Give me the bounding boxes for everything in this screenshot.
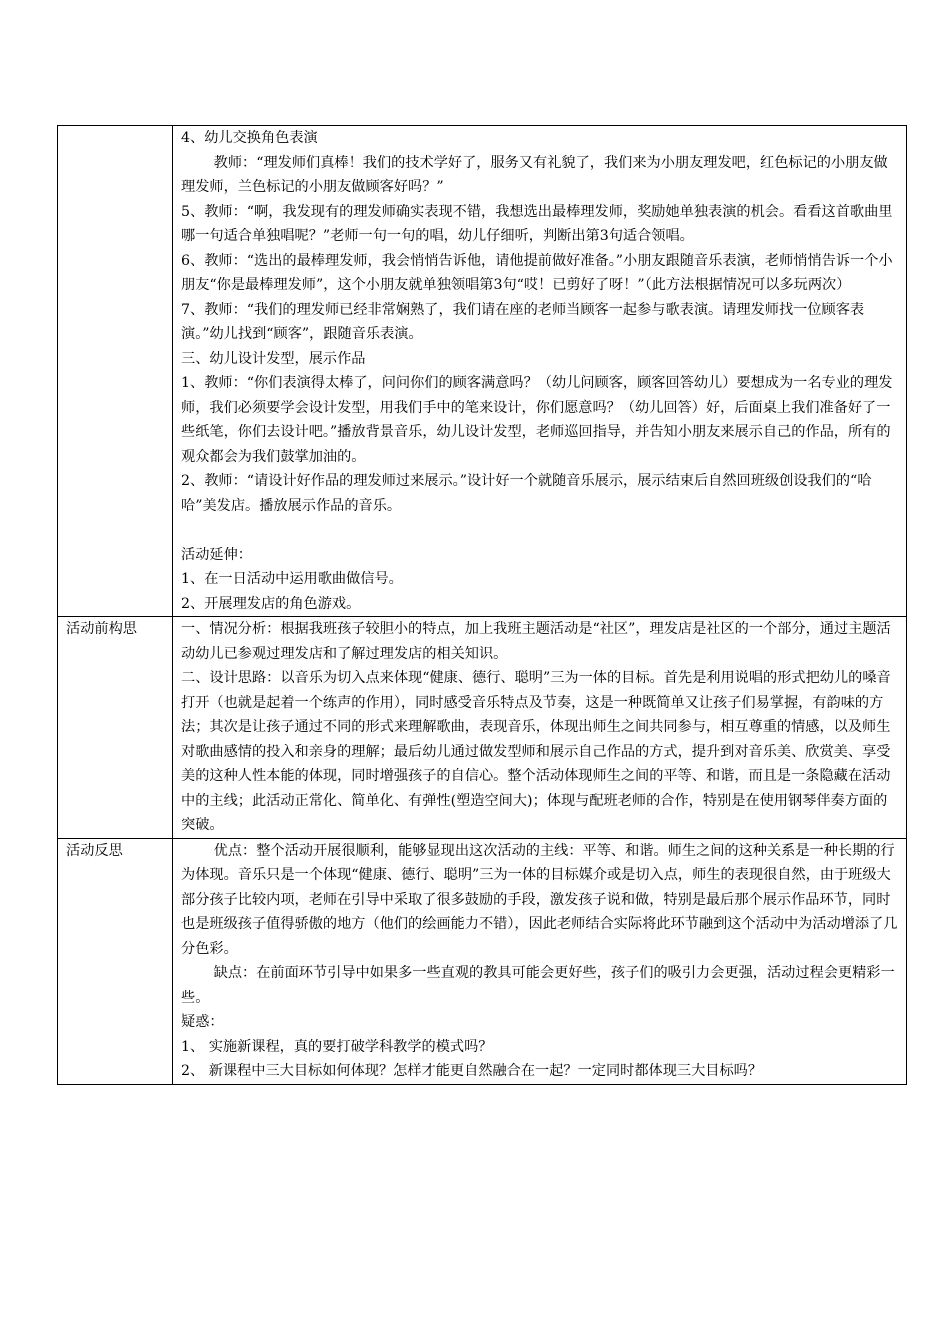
row-pre-activity-thinking: [58, 617, 907, 839]
content-paragraph: 缺点：在前面环节引导中如果多一些直观的教具可能会更好些，孩子们的吸引力会更强，活动过程会更精彩一些。: [181, 965, 895, 1006]
content-paragraph: 疑惑：: [181, 1014, 224, 1030]
lesson-plan-table: [57, 125, 907, 1085]
content-paragraph: 7、教师：“我们的理发师已经非常娴熟了，我们请在座的老师当顾客一起参与歌表演。请理发师找一位顾客表演。”幼儿找到“顾客”，跟随音乐表演。: [181, 301, 865, 342]
content-paragraph: 1、 实施新课程，真的要打破学科教学的模式吗？: [181, 1038, 493, 1055]
row-content: [173, 126, 907, 617]
content-paragraph: 1、在一日活动中运用歌曲做信号。: [181, 571, 403, 587]
content-paragraph: 1、教师：“你们表演得太棒了，问问你们的顾客满意吗？（幼儿问顾客，顾客回答幼儿）要想成为一名专业的理发师，我们必须要学会设计发型，用我们手中的笔来设计，你们愿意吗？（幼儿回答）好，后面桌上我们准备好了一些纸笔，你们去设计吧。”播放背景音乐，幼儿设计发型，老师巡回指导，并告知小朋友来展示自己的作品，所有的观众都会为我们鼓掌加油的。: [181, 375, 893, 465]
row-label: [58, 126, 173, 617]
content-paragraph: 6、教师：“选出的最棒理发师，我会悄悄告诉他，请他提前做好准备。”小朋友跟随音乐表演，老师悄悄告诉一个小朋友“你是最棒理发师”，这个小朋友就单独领唱第3句“哎！已剪好了呀！”（此方法根据情况可以多玩两次）: [181, 252, 893, 293]
content-paragraph: 教师：“理发师们真棒！我们的技术学好了，服务又有礼貌了，我们来为小朋友理发吧，红色标记的小朋友做理发师，兰色标记的小朋友做顾客好吗？”: [181, 154, 888, 195]
row-activity-reflection: [58, 838, 907, 1084]
table-body: [58, 126, 907, 1085]
content-paragraph: 三、幼儿设计发型，展示作品: [181, 350, 366, 367]
content-paragraph: 2、 新课程中三大目标如何体现？怎样才能更自然融合在一起？一定同时都体现三大目标吗？: [181, 1063, 763, 1079]
row-content: [173, 838, 907, 1084]
content-paragraph: 活动延伸：: [181, 546, 252, 563]
row-label: 活动前构思: [58, 617, 173, 839]
content-paragraph: 优点：整个活动开展很顺利，能够显现出这次活动的主线：平等、和谐。师生之间的这种关系是一种长期的行为体现。音乐只是一个体现“健康、德行、聪明”三为一体的目标媒介或是切入点，师生的表现很自然，由于班级大部分孩子比较内项，老师在引导中采取了很多鼓励的手段，激发孩子说和做，特别是最后那个展示作品环节，同时也是班级孩子值得骄傲的地方（他们的绘画能力不错），因此老师结合实际将此环节融到这个活动中为活动增添了几分色彩。: [181, 842, 898, 957]
row-activity-process: [58, 126, 907, 617]
content-paragraph: 一、情况分析：根据我班孩子较胆小的特点，加上我班主题活动是“社区”，理发店是社区的一个部分，通过主题活动幼儿已参观过理发店和了解过理发店的相关知识。: [181, 621, 891, 662]
content-paragraph: 2、教师：“请设计好作品的理发师过来展示。”设计好一个就随音乐展示，展示结束后自然回班级创设我们的“哈哈”美发店。播放展示作品的音乐。: [181, 473, 872, 514]
content-paragraph: [181, 518, 900, 543]
row-label: 活动反思: [58, 838, 173, 1084]
content-paragraph: 2、开展理发店的角色游戏。: [181, 595, 361, 612]
content-paragraph: 二、设计思路：以音乐为切入点来体现“健康、德行、聪明”三为一体的目标。首先是利用说唱的形式把幼儿的嗓音打开（也就是起着一个练声的作用），同时感受音乐特点及节奏，这是一种既简单又让孩子们易掌握，有韵味的方法；其次是让孩子通过不同的形式来理解歌曲，表现音乐，体现出师生之间共同参与，相互尊重的情感，以及师生对歌曲感情的投入和亲身的理解；最后幼儿通过做发型师和展示自己作品的方式，提升到对音乐美、欣赏美、享受美的这种人性本能的体现，同时增强孩子的自信心。整个活动体现师生之间的平等、和谐，而且是一条隐藏在活动中的主线；此活动正常化、简单化、有弹性(塑造空间大)；体现与配班老师的合作，特别是在使用钢琴伴奏方面的突破。: [181, 670, 891, 833]
content-paragraph: 4、幼儿交换角色表演: [181, 130, 318, 146]
content-paragraph: 5、教师：“啊，我发现有的理发师确实表现不错，我想选出最棒理发师，奖励她单独表演的机会。看看这首歌曲里哪一句适合单独唱呢？”老师一句一句的唱，幼儿仔细听，判断出第3句适合领唱。: [181, 203, 893, 244]
row-content: [173, 617, 907, 839]
